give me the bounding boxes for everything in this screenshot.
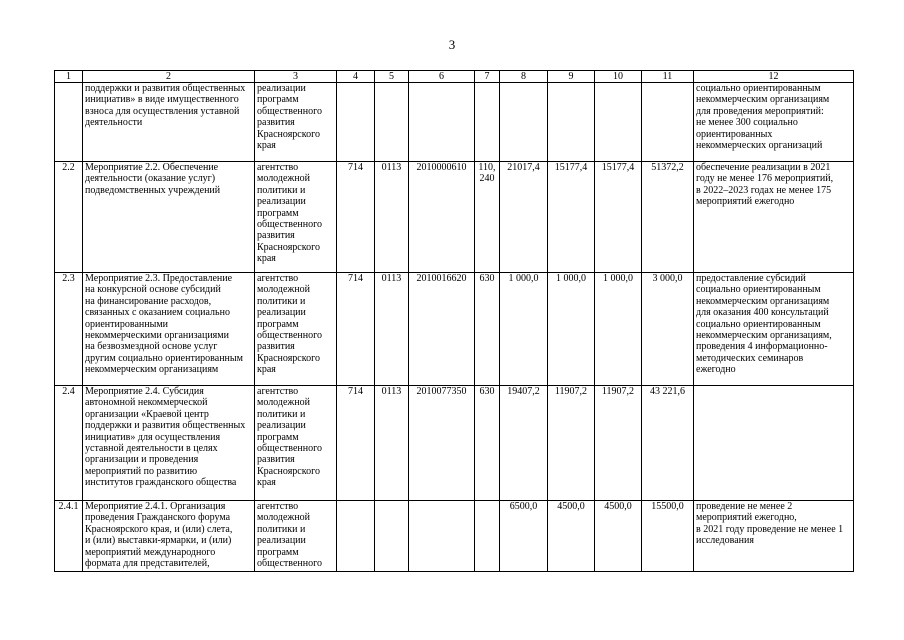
column-header: 5	[375, 71, 409, 83]
amount-2021: 21017,4	[500, 162, 548, 273]
column-header: 12	[694, 71, 854, 83]
amount-2023: 4500,0	[595, 501, 642, 572]
amount-2023	[595, 83, 642, 162]
expense-type: 110, 240	[475, 162, 500, 273]
grbs-code: 714	[337, 273, 375, 386]
amount-2021: 19407,2	[500, 386, 548, 501]
budget-table	[54, 70, 854, 572]
expected-result	[694, 386, 854, 501]
table-row	[55, 83, 854, 162]
amount-2022	[548, 83, 595, 162]
expense-type	[475, 501, 500, 572]
expense-type	[475, 83, 500, 162]
measure-name: Мероприятие 2.4. Субсидия автономной некоммерческой организации «Краевой центр поддержки и развития общественных инициатив» для осуществления уставной деятельности в целях организации и проведения мероприятий по развитию институтов гражданского общества	[83, 386, 255, 501]
amount-total: 3 000,0	[642, 273, 694, 386]
target-article: 2010000610	[409, 162, 475, 273]
amount-2023: 1 000,0	[595, 273, 642, 386]
amount-2022: 1 000,0	[548, 273, 595, 386]
amount-2022: 11907,2	[548, 386, 595, 501]
target-article: 2010077350	[409, 386, 475, 501]
amount-2023: 15177,4	[595, 162, 642, 273]
expected-result: проведение не менее 2 мероприятий ежегодно, в 2021 году проведение не менее 1 исследования	[694, 501, 854, 572]
amount-2021: 6500,0	[500, 501, 548, 572]
column-header: 9	[548, 71, 595, 83]
column-header: 1	[55, 71, 83, 83]
executor: агентство молодежной политики и реализации программ общественного развития Красноярского края	[255, 162, 337, 273]
item-number: 2.2	[55, 162, 83, 273]
executor: агентство молодежной политики и реализации программ общественного развития Красноярского края	[255, 273, 337, 386]
section-code	[375, 83, 409, 162]
target-article: 2010016620	[409, 273, 475, 386]
expected-result: социально ориентированным некоммерческим организациям для проведения мероприятий: не менее 300 социально ориентированных некоммерческих организаций	[694, 83, 854, 162]
table-row	[55, 501, 854, 572]
column-header: 10	[595, 71, 642, 83]
amount-total: 43 221,6	[642, 386, 694, 501]
column-header: 8	[500, 71, 548, 83]
section-code: 0113	[375, 386, 409, 501]
table-row	[55, 386, 854, 501]
grbs-code	[337, 83, 375, 162]
measure-name: Мероприятие 2.3. Предоставление на конкурсной основе субсидий на финансирование расходов, связанных с оказанием социально ориентированными некоммерческими организациями на безвозмездной основе услуг другим социально ориентированным некоммерческим организациям	[83, 273, 255, 386]
measure-name: Мероприятие 2.2. Обеспечение деятельности (оказание услуг) подведомственных учреждений	[83, 162, 255, 273]
executor: агентство молодежной политики и реализации программ общественного	[255, 501, 337, 572]
section-code	[375, 501, 409, 572]
expected-result: обеспечение реализации в 2021 году не менее 176 мероприятий, в 2022–2023 годах не менее 175 мероприятий ежегодно	[694, 162, 854, 273]
table-body	[55, 71, 854, 572]
amount-total	[642, 83, 694, 162]
section-code: 0113	[375, 273, 409, 386]
column-header: 3	[255, 71, 337, 83]
grbs-code: 714	[337, 386, 375, 501]
measure-name: поддержки и развития общественных инициатив» в виде имущественного взноса для осуществления уставной деятельности	[83, 83, 255, 162]
executor: агентство молодежной политики и реализации программ общественного развития Красноярского края	[255, 386, 337, 501]
page-number: 3	[448, 37, 456, 52]
amount-2021	[500, 83, 548, 162]
amount-2022: 15177,4	[548, 162, 595, 273]
table-row	[55, 273, 854, 386]
item-number	[55, 83, 83, 162]
item-number: 2.4	[55, 386, 83, 501]
amount-total: 51372,2	[642, 162, 694, 273]
measure-name: Мероприятие 2.4.1. Организация проведения Гражданского форума Красноярского края, и (или) слета, и (или) выставки-ярмарки, и (или) мероприятий международного формата для представителей,	[83, 501, 255, 572]
expense-type: 630	[475, 273, 500, 386]
grbs-code: 714	[337, 162, 375, 273]
expense-type: 630	[475, 386, 500, 501]
table-row	[55, 162, 854, 273]
target-article	[409, 83, 475, 162]
column-header: 4	[337, 71, 375, 83]
column-number-row	[55, 71, 854, 83]
target-article	[409, 501, 475, 572]
amount-2021: 1 000,0	[500, 273, 548, 386]
item-number: 2.4.1	[55, 501, 83, 572]
column-header: 7	[475, 71, 500, 83]
section-code: 0113	[375, 162, 409, 273]
executor: реализации программ общественного развития Красноярского края	[255, 83, 337, 162]
column-header: 6	[409, 71, 475, 83]
column-header: 11	[642, 71, 694, 83]
grbs-code	[337, 501, 375, 572]
column-header: 2	[83, 71, 255, 83]
expected-result: предоставление субсидий социально ориентированным некоммерческим организациям для оказания 400 консультаций социально ориентированным некоммерческим организациям, проведения 4 информационно- методических семинаров ежегодно	[694, 273, 854, 386]
amount-2022: 4500,0	[548, 501, 595, 572]
amount-2023: 11907,2	[595, 386, 642, 501]
item-number: 2.3	[55, 273, 83, 386]
amount-total: 15500,0	[642, 501, 694, 572]
